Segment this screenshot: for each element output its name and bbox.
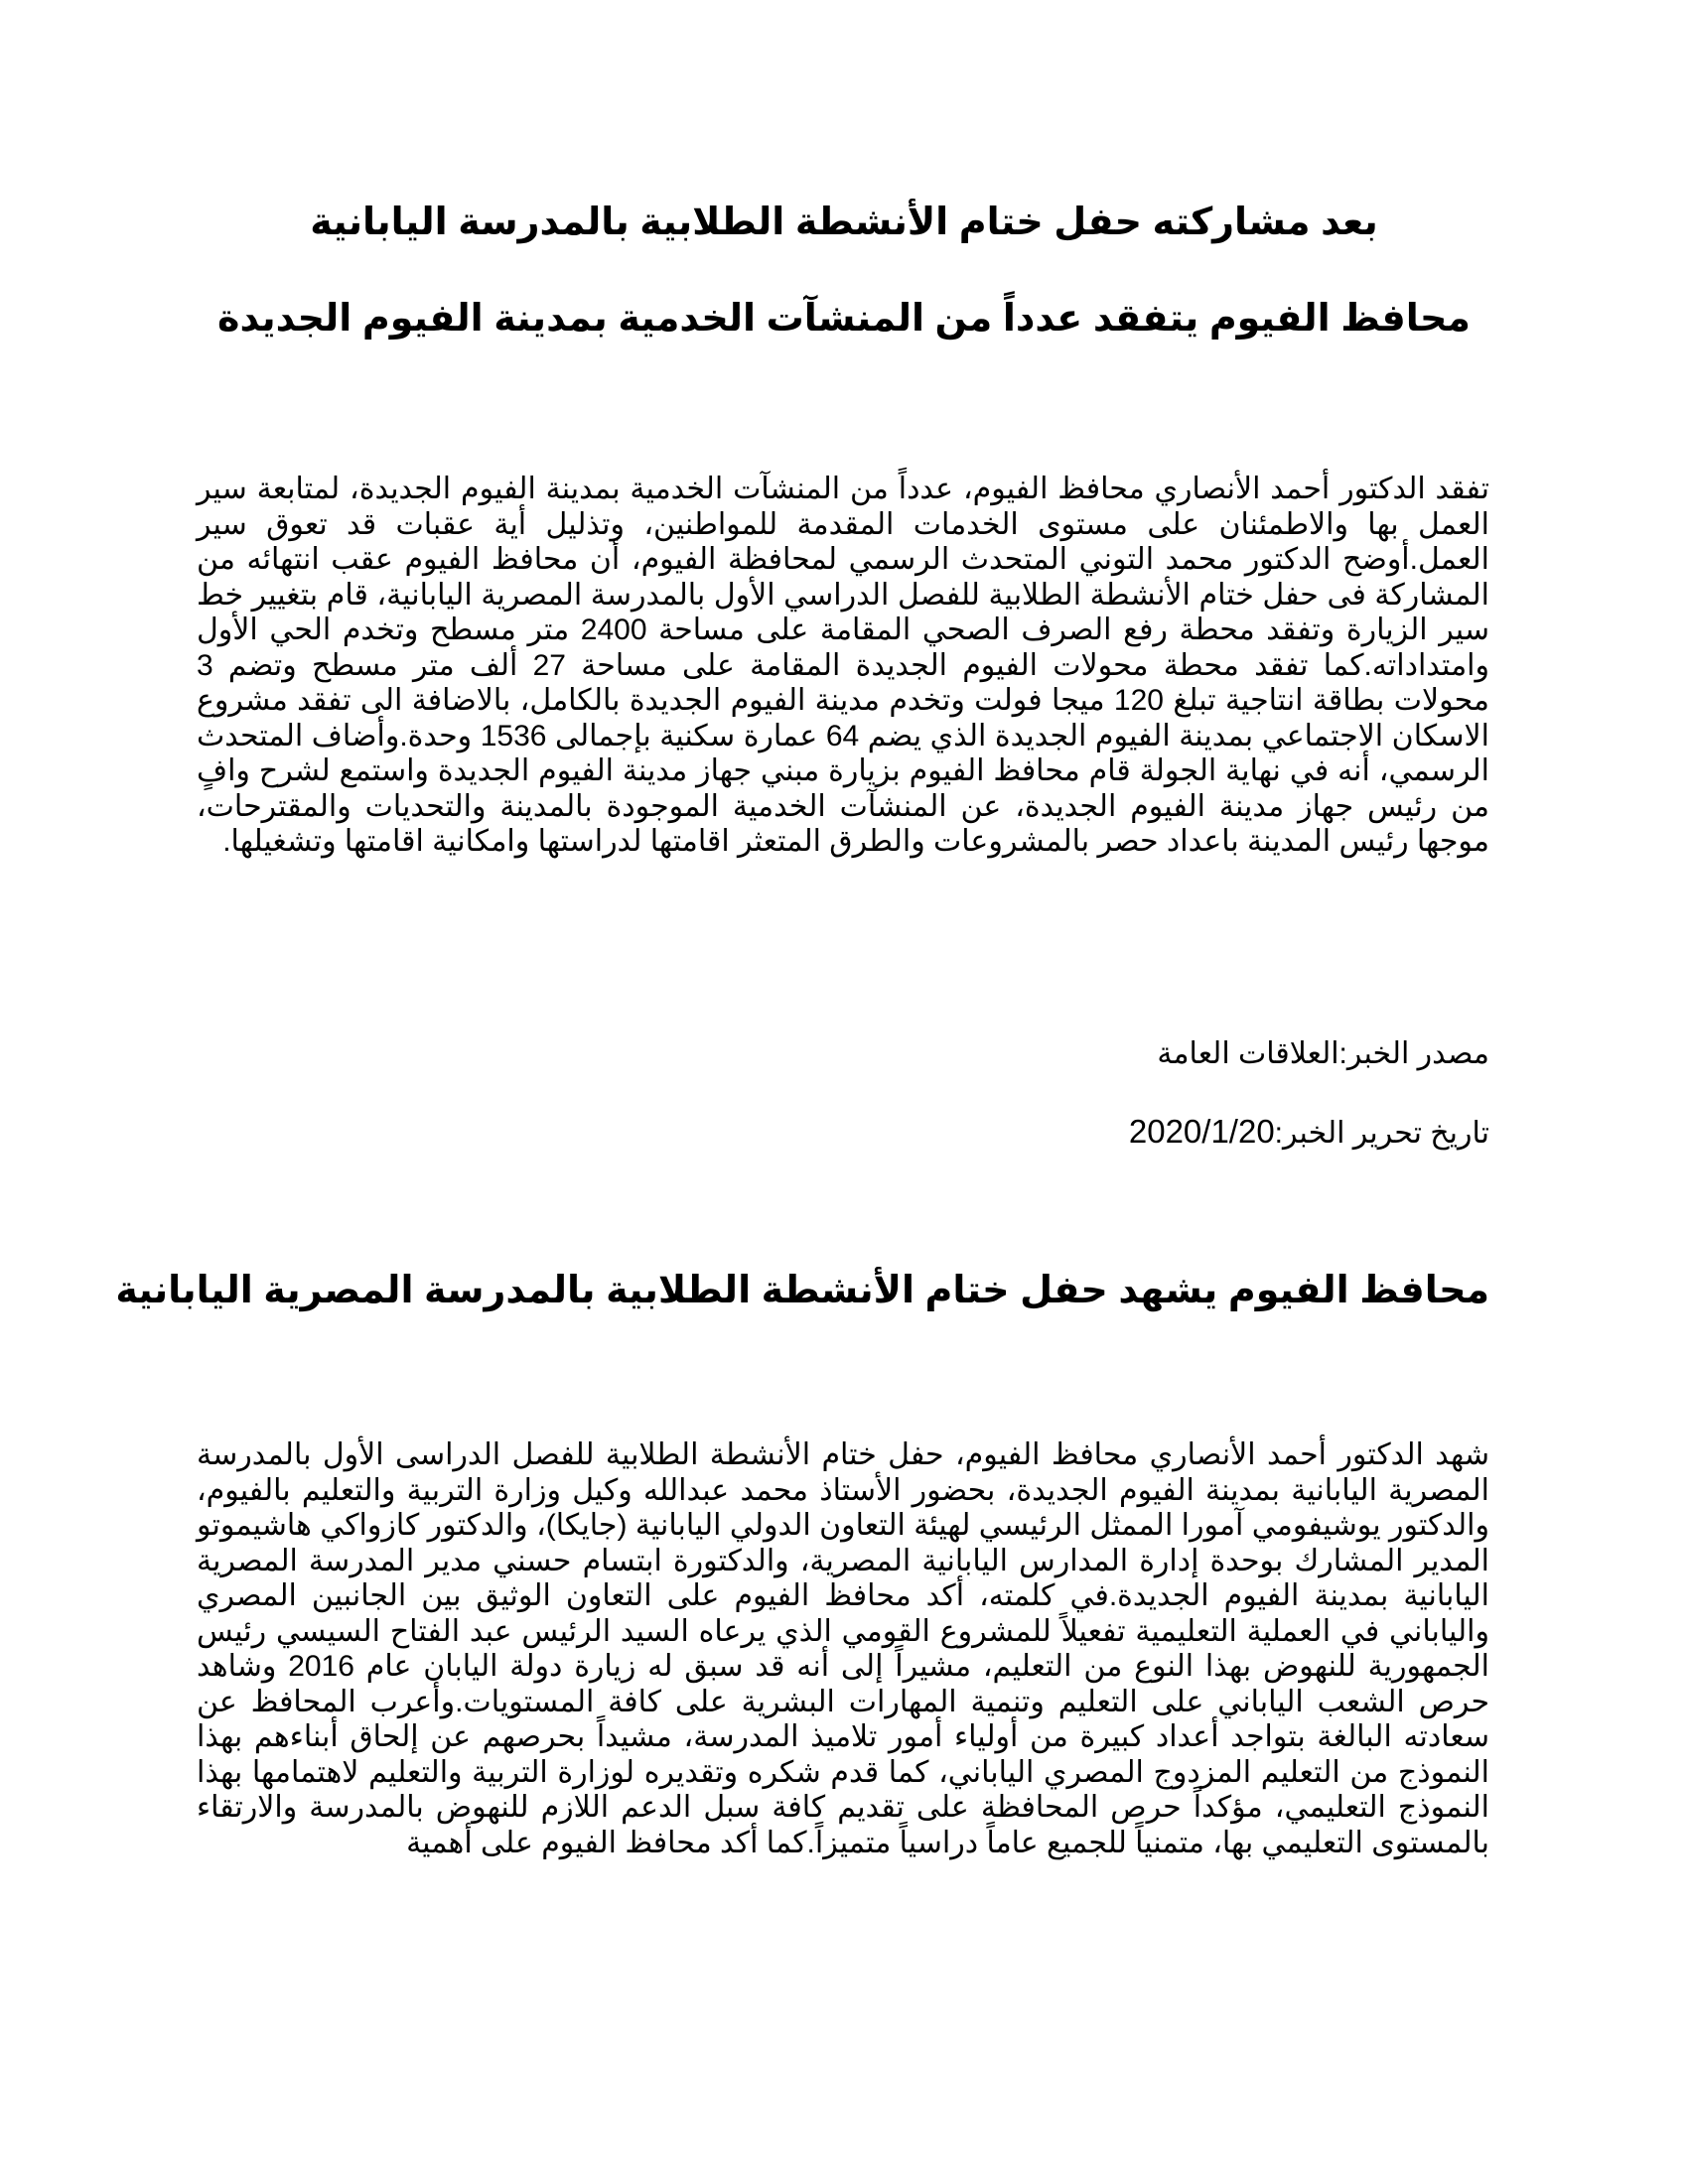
article1-source: مصدر الخبر:العلاقات العامة [1157, 1037, 1489, 1070]
article2-body: شهد الدكتور أحمد الأنصاري محافظ الفيوم، حفل ختام الأنشطة الطلابية للفصل الدراسى الأول بالمدرسة المصرية اليابانية بمدينة الفيوم الجديدة، بحضور الأستاذ محمد عبدالله وكيل وزارة التربية والتعليم بالفيوم، والدكتور يوشيفومي آمورا الممثل الرئيسي لهيئة التعاون الدولي اليابانية (جايكا)، والدكتور كازواكي هاشيموتو المدير المشارك بوحدة إدارة المدارس اليابانية المصرية، والدكتورة ابتسام حسني مدير المدرسة المصرية اليابانية بمدينة الفيوم الجديدة.في كلمته، أكد محافظ الفيوم على التعاون الوثيق بين الجانبين المصري والياباني في العملية التعليمية تفعيلاً للمشروع القومي الذي يرعاه السيد الرئيس عبد الفتاح السيسي رئيس الجمهورية للنهوض بهذا النوع من التعليم، مشيراً إلى أنه قد سبق له زيارة دولة اليابان عام 2016 وشاهد حرص الشعب الياباني على التعليم وتنمية المهارات البشرية على كافة المستويات.وأعرب المحافظ عن سعادته البالغة بتواجد أعداد كبيرة من أولياء أمور تلاميذ المدرسة، مشيداً بحرصهم عن إلحاق أبناءهم بهذا النموذج من التعليم المزدوج المصري الياباني، كما قدم شكره وتقديره لوزارة التربية والتعليم لاهتمامها بهذا النموذج التعليمي، مؤكداً حرص المحافظة على تقديم كافة سبل الدعم اللازم للنهوض بالمدرسة والارتقاء بالمستوى التعليمي بها، متمنياً للجميع عاماً دراسياً متميزاً.كما أكد محافظ الفيوم على أهمية [197, 1438, 1489, 1859]
article1-date [197, 1114, 1489, 1152]
article1-date-label: تاريخ تحرير الخبر: [1274, 1117, 1489, 1150]
article1-date-value: 2020/1/20 [1128, 1113, 1275, 1150]
article2-title: محافظ الفيوم يشهد حفل ختام الأنشطة الطلابية بالمدرسة المصرية اليابانية [115, 1270, 1489, 1311]
article1-title-line1: بعد مشاركته حفل ختام الأنشطة الطلابية بالمدرسة اليابانية [310, 202, 1378, 243]
article1-title-line2: محافظ الفيوم يتفقد عدداً من المنشآت الخدمية بمدينة الفيوم الجديدة [217, 298, 1471, 340]
article1-body: تفقد الدكتور أحمد الأنصاري محافظ الفيوم، عدداً من المنشآت الخدمية بمدينة الفيوم الجديدة، لمتابعة سير العمل بها والاطمئنان على مستوى الخدمات المقدمة للمواطنين، وتذليل أية عقبات قد تعوق سير العمل.أوضح الدكتور محمد التوني المتحدث الرسمي لمحافظة الفيوم، أن محافظ الفيوم عقب انتهائه من المشاركة فى حفل ختام الأنشطة الطلابية للفصل الدراسي الأول بالمدرسة المصرية اليابانية، قام بتغيير خط سير الزيارة وتفقد محطة رفع الصرف الصحي المقامة على مساحة 2400 متر مسطح وتخدم الحي الأول وامتداداته.كما تفقد محطة محولات الفيوم الجديدة المقامة على مساحة 27 ألف متر مسطح وتضم 3 محولات بطاقة انتاجية تبلغ 120 ميجا فولت وتخدم مدينة الفيوم الجديدة بالكامل، بالاضافة الى تفقد مشروع الاسكان الاجتماعي بمدينة الفيوم الجديدة الذي يضم 64 عمارة سكنية بإجمالى 1536 وحدة.وأضاف المتحدث الرسمي، أنه في نهاية الجولة قام محافظ الفيوم بزيارة مبني جهاز مدينة الفيوم الجديدة واستمع لشرح وافٍ من رئيس جهاز مدينة الفيوم الجديدة، عن المنشآت الخدمية الموجودة بالمدينة والتحديات والمقترحات، موجها رئيس المدينة باعداد حصر بالمشروعات والطرق المتعثر اقامتها لدراستها وامكانية اقامتها وتشغيلها. [197, 473, 1489, 858]
